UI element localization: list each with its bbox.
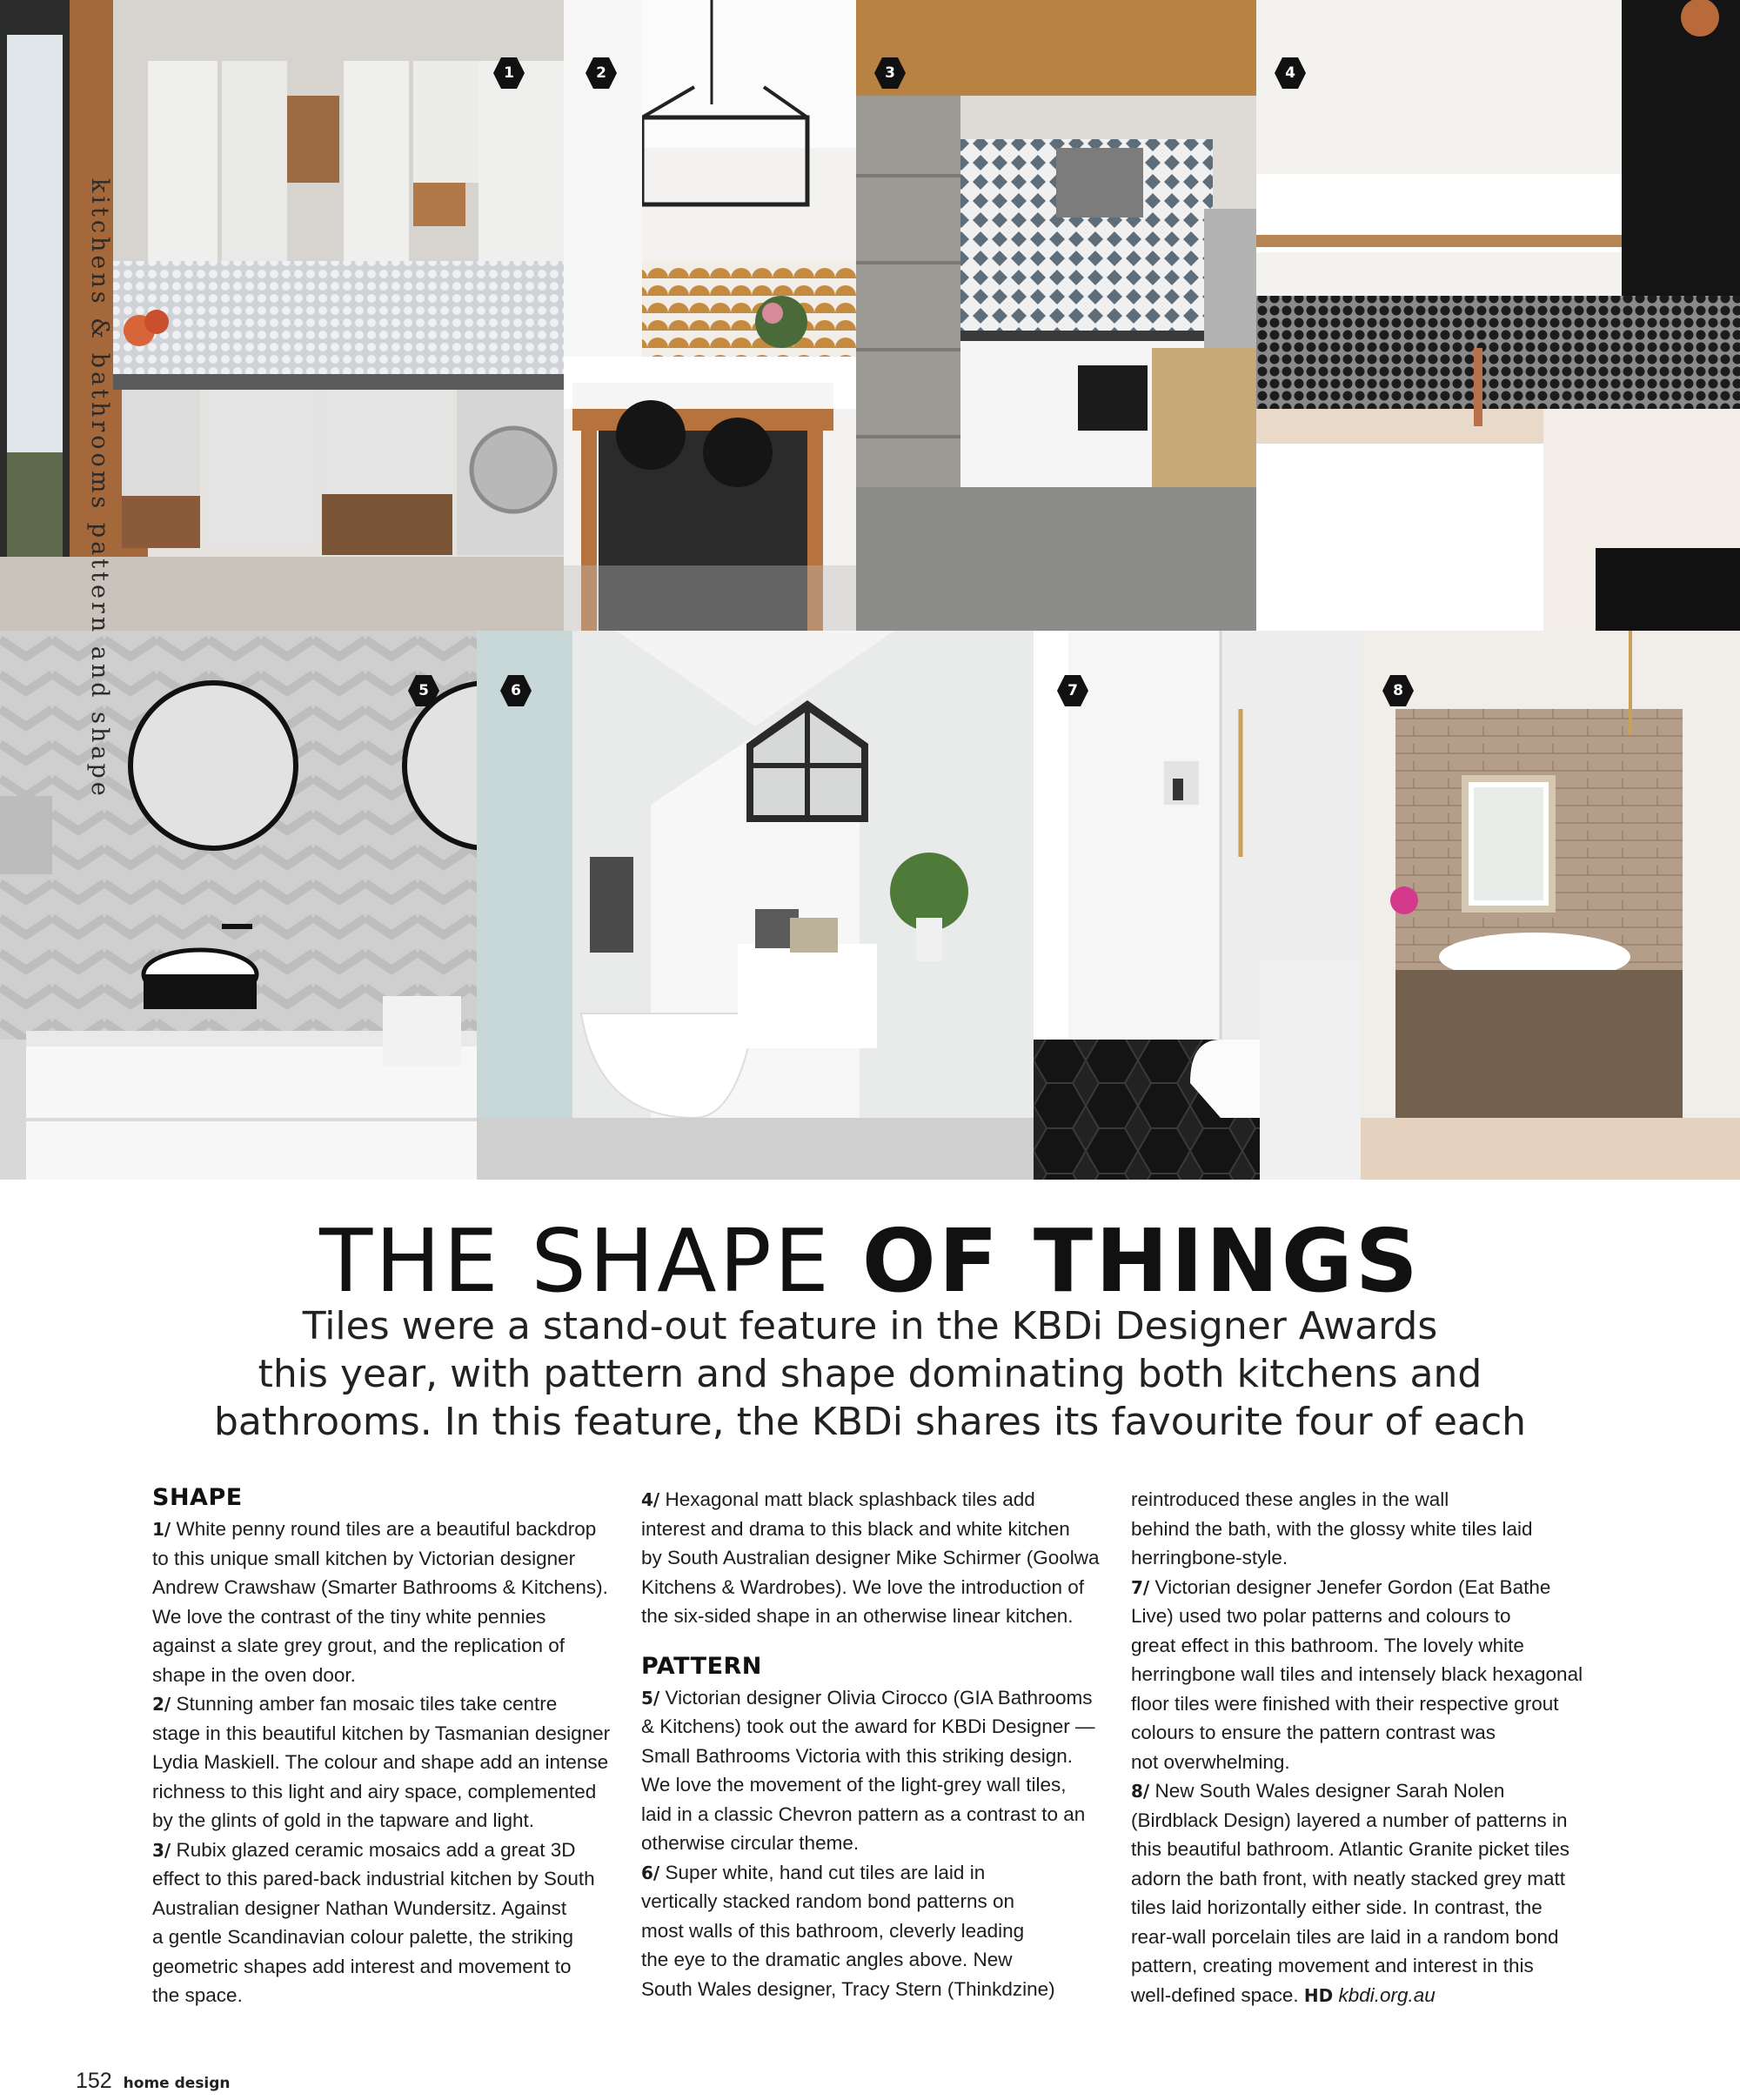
column-2-text-b (641, 1683, 1128, 2004)
line-text: New South Wales designer Sarah Nolen (1154, 1780, 1505, 1802)
headline-bold: OF THINGS (861, 1210, 1421, 1312)
headline (0, 1210, 1740, 1312)
text-line (152, 1952, 639, 1982)
column-2-text-a (641, 1485, 1128, 1631)
line-text: behind the bath, with the glossy white tiles laid (1131, 1517, 1533, 1540)
standfirst-line: this year, with pattern and shape dominating both kitchens and (258, 1352, 1482, 1396)
line-text: the eye to the dramatic angles above. New (641, 1949, 1013, 1970)
line-text: otherwise circular theme. (641, 1832, 860, 1854)
number-badge-3: 3 (873, 56, 907, 90)
item-number: 8/ (1131, 1781, 1150, 1802)
line-text: to this unique small kitchen by Victorian designer (152, 1547, 576, 1569)
text-line (1131, 1718, 1618, 1748)
body-column-3 (1131, 1485, 1618, 2010)
line-text: a gentle Scandinavian colour palette, the striking (152, 1926, 574, 1948)
photo-kitchen-4 (1256, 0, 1740, 631)
page-footer (76, 2069, 231, 2094)
text-line (641, 1573, 1128, 1602)
number-badge-5: 5 (406, 673, 441, 708)
photo-kitchen-2 (564, 0, 856, 631)
photo-bathroom-6 (477, 631, 1034, 1180)
text-line (641, 1683, 1128, 1713)
text-line (1131, 1573, 1618, 1602)
number-badge-8: 8 (1381, 673, 1415, 708)
line-text: herringbone-style. (1131, 1547, 1288, 1568)
closing-text: well-defined space. (1131, 1983, 1304, 2006)
text-line (1131, 1923, 1618, 1952)
section-tag-vertical (80, 178, 124, 874)
line-text: Lydia Maskiell. The colour and shape add an intense (152, 1751, 609, 1773)
section-heading-shape: SHAPE (152, 1484, 243, 1511)
text-line (1131, 1951, 1618, 1981)
text-line (641, 1543, 1128, 1573)
line-text: laid in a classic Chevron pattern as a contrast to an (641, 1802, 1086, 1825)
line-text: White penny round tiles are a beautiful backdrop (176, 1518, 597, 1540)
closing-line (1131, 1981, 1618, 2010)
line-text: Victorian designer Olivia Cirocco (GIA Bathrooms (665, 1686, 1093, 1709)
line-text: by the glints of gold in the tapware and light. (152, 1809, 535, 1831)
item-number: 4/ (641, 1489, 660, 1510)
line-text: Australian designer Nathan Wundersitz. Against (152, 1896, 567, 1919)
line-text: & Kitchens) took out the award for KBDi Designer — (641, 1715, 1095, 1737)
item-number: 2/ (152, 1694, 171, 1715)
photo-bathroom-7 (1034, 631, 1361, 1180)
number-badge-4: 4 (1273, 56, 1308, 90)
standfirst-line: bathrooms. In this feature, the KBDi shares its favourite four of each (213, 1400, 1527, 1444)
line-text: against a slate grey grout, and the replication of (152, 1635, 566, 1656)
line-text: the space. (152, 1984, 243, 2006)
headline-light: THE SHAPE (319, 1210, 862, 1312)
text-line (152, 1836, 639, 1865)
text-line (152, 1602, 639, 1632)
number-badge-6: 6 (499, 673, 533, 708)
section-tag-text: kitchens & bathrooms pattern and shape (86, 178, 113, 799)
line-text: colours to ensure the pattern contrast was (1131, 1722, 1496, 1743)
text-line (1131, 1660, 1618, 1689)
line-text: Rubix glazed ceramic mosaics add a great 3D (176, 1838, 576, 1861)
line-text: pattern, creating movement and interest in this (1131, 1955, 1534, 1976)
line-text: We love the movement of the light-grey wall tiles, (641, 1774, 1067, 1796)
text-line (152, 1515, 639, 1544)
text-line (1131, 1835, 1618, 1864)
body-column-2 (641, 1485, 1128, 2003)
line-text: richness to this light and airy space, complemented (152, 1780, 597, 1802)
text-line (152, 1661, 639, 1690)
section-heading-pattern: PATTERN (641, 1652, 762, 1680)
line-text: not overwhelming. (1131, 1750, 1290, 1773)
line-text: We love the contrast of the tiny white pennies (152, 1605, 546, 1628)
line-text: most walls of this bathroom, cleverly leading (641, 1919, 1025, 1942)
line-text: shape in the oven door. (152, 1663, 356, 1686)
text-line (641, 1800, 1128, 1829)
text-line (152, 1981, 639, 2010)
text-line (1131, 1689, 1618, 1719)
number-badge-1: 1 (492, 56, 526, 90)
line-text: rear-wall porcelain tiles are laid in a random bond (1131, 1925, 1559, 1948)
body-column-1 (152, 1485, 639, 2010)
text-line (641, 1515, 1128, 1544)
text-line (1131, 1515, 1618, 1544)
line-text: (Birdblack Design) layered a number of patterns in (1131, 1809, 1568, 1831)
line-text: Andrew Crawshaw (Smarter Bathrooms & Kitchens). (152, 1576, 608, 1598)
line-text: stage in this beautiful kitchen by Tasmanian designer (152, 1722, 611, 1744)
page-number: 152 (76, 2069, 112, 2093)
text-line (1131, 1485, 1618, 1515)
line-text: geometric shapes add interest and movement to (152, 1955, 572, 1977)
text-line (1131, 1631, 1618, 1661)
line-text: tiles laid horizontally either side. In contrast, the (1131, 1896, 1543, 1918)
line-text: Stunning amber fan mosaic tiles take centre (176, 1693, 558, 1715)
line-text: Hexagonal matt black splashback tiles add (665, 1488, 1035, 1510)
photo-bathroom-8 (1361, 631, 1740, 1180)
text-line (152, 1923, 639, 1952)
line-text: Kitchens & Wardrobes). We love the introduction of (641, 1575, 1084, 1598)
line-text: Victorian designer Jenefer Gordon (Eat Bathe (1154, 1575, 1551, 1598)
item-number: 7/ (1131, 1576, 1150, 1598)
text-line (641, 1485, 1128, 1515)
text-line (641, 1887, 1128, 1916)
text-line (641, 1829, 1128, 1858)
line-text: herringbone wall tiles and intensely black hexagonal (1131, 1663, 1583, 1685)
text-line (641, 1916, 1128, 1946)
line-text: Live) used two polar patterns and colours to (1131, 1605, 1511, 1627)
text-line (641, 1742, 1128, 1771)
text-line (152, 1719, 639, 1749)
hd-sign-off: HD (1303, 1984, 1334, 2006)
number-badge-7: 7 (1055, 673, 1090, 708)
text-line (1131, 1602, 1618, 1631)
text-line (1131, 1748, 1618, 1777)
text-line (1131, 1543, 1618, 1573)
standfirst (139, 1302, 1601, 1446)
line-text: Small Bathrooms Victoria with this striking design. (641, 1744, 1074, 1767)
text-line (152, 1573, 639, 1602)
text-line (152, 1748, 639, 1777)
magazine-brand: home design (123, 2075, 231, 2092)
line-text: reintroduced these angles in the wall (1131, 1488, 1449, 1510)
text-line (1131, 1864, 1618, 1894)
website-link[interactable]: kbdi.org.au (1338, 1983, 1436, 2006)
line-text: South Wales designer, Tracy Stern (Thinkdzine) (641, 1977, 1055, 2000)
line-text: effect to this pared-back industrial kitchen by South (152, 1868, 595, 1889)
text-line (641, 1712, 1128, 1742)
line-text: vertically stacked random bond patterns on (641, 1890, 1014, 1912)
text-line (152, 1864, 639, 1894)
line-text: interest and drama to this black and white kitchen (641, 1517, 1070, 1540)
number-badge-2: 2 (584, 56, 619, 90)
line-text: great effect in this bathroom. The lovely white (1131, 1634, 1524, 1656)
text-line (152, 1631, 639, 1661)
item-number: 3/ (152, 1839, 171, 1861)
column-1-text (152, 1515, 639, 2010)
text-line (152, 1689, 639, 1719)
text-line (152, 1806, 639, 1836)
text-line (1131, 1893, 1618, 1923)
line-text: by South Australian designer Mike Schirmer (Goolwa (641, 1547, 1100, 1568)
text-line (641, 1602, 1128, 1631)
column-3-text (1131, 1485, 1618, 1981)
text-line (1131, 1806, 1618, 1836)
text-line (641, 1770, 1128, 1800)
photo-kitchen-3 (856, 0, 1256, 631)
item-number: 6/ (641, 1862, 660, 1883)
text-line (152, 1777, 639, 1807)
text-line (152, 1544, 639, 1574)
line-text: this beautiful bathroom. Atlantic Granite picket tiles (1131, 1838, 1570, 1860)
text-line (641, 1858, 1128, 1888)
line-text: Super white, hand cut tiles are laid in (665, 1861, 986, 1883)
standfirst-line: Tiles were a stand-out feature in the KBDi Designer Awards (302, 1304, 1438, 1348)
text-line (641, 1945, 1128, 1975)
text-line (641, 1975, 1128, 2004)
text-line (1131, 1776, 1618, 1806)
line-text: the six-sided shape in an otherwise linear kitchen. (641, 1605, 1074, 1627)
item-number: 5/ (641, 1687, 660, 1709)
item-number: 1/ (152, 1519, 171, 1540)
text-line (152, 1894, 639, 1923)
photo-bathroom-5 (0, 631, 477, 1180)
line-text: adorn the bath front, with neatly stacked grey matt (1131, 1867, 1566, 1889)
line-text: floor tiles were finished with their respective grout (1131, 1692, 1559, 1715)
